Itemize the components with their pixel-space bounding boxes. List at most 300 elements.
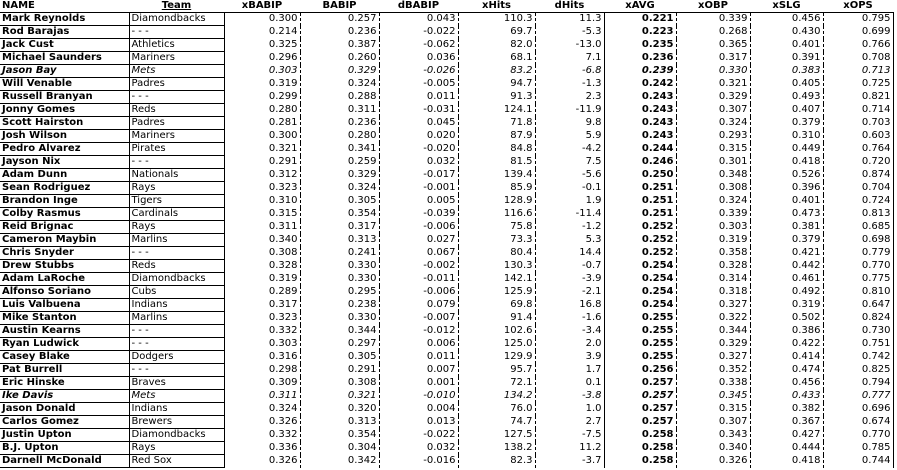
cell-xbabip[interactable]: 0.324 bbox=[224, 403, 300, 416]
cell-xhits[interactable]: 72.1 bbox=[458, 377, 535, 390]
cell-dhits[interactable]: 9.8 bbox=[535, 117, 604, 130]
cell-team[interactable]: Red Sox bbox=[129, 455, 224, 468]
cell-dbabip[interactable]: 0.020 bbox=[379, 130, 458, 143]
cell-babip[interactable]: 0.329 bbox=[300, 65, 379, 78]
cell-xhits[interactable]: 110.3 bbox=[458, 13, 535, 26]
cell-dbabip[interactable]: 0.067 bbox=[379, 247, 458, 260]
cell-babip[interactable]: 0.320 bbox=[300, 403, 379, 416]
cell-xobp[interactable]: 0.308 bbox=[676, 182, 750, 195]
cell-name[interactable]: Drew Stubbs bbox=[0, 260, 129, 273]
cell-babip[interactable]: 0.354 bbox=[300, 208, 379, 221]
cell-dhits[interactable]: -11.9 bbox=[535, 104, 604, 117]
cell-xslg[interactable]: 0.449 bbox=[750, 143, 823, 156]
cell-name[interactable]: Darnell McDonald bbox=[0, 455, 129, 468]
cell-dbabip[interactable]: 0.032 bbox=[379, 442, 458, 455]
cell-team[interactable]: Reds bbox=[129, 260, 224, 273]
cell-team[interactable]: Indians bbox=[129, 403, 224, 416]
cell-team[interactable]: Athletics bbox=[129, 39, 224, 52]
cell-xhits[interactable]: 125.9 bbox=[458, 286, 535, 299]
cell-team[interactable]: Pirates bbox=[129, 143, 224, 156]
cell-name[interactable]: Ike Davis bbox=[0, 390, 129, 403]
cell-xavg[interactable]: 0.243 bbox=[604, 91, 676, 104]
cell-name[interactable]: Chris Snyder bbox=[0, 247, 129, 260]
cell-name[interactable]: Jonny Gomes bbox=[0, 104, 129, 117]
cell-xhits[interactable]: 128.9 bbox=[458, 195, 535, 208]
cell-xbabip[interactable]: 0.332 bbox=[224, 429, 300, 442]
col-header-xhits[interactable]: xHits bbox=[458, 0, 535, 13]
cell-xbabip[interactable]: 0.319 bbox=[224, 78, 300, 91]
cell-xavg[interactable]: 0.257 bbox=[604, 403, 676, 416]
cell-xhits[interactable]: 84.8 bbox=[458, 143, 535, 156]
cell-dbabip[interactable]: -0.006 bbox=[379, 286, 458, 299]
cell-xops[interactable]: 0.821 bbox=[823, 91, 893, 104]
cell-xhits[interactable]: 68.1 bbox=[458, 52, 535, 65]
col-header-xavg[interactable]: xAVG bbox=[604, 0, 676, 13]
cell-name[interactable]: Pat Burrell bbox=[0, 364, 129, 377]
cell-team[interactable]: Mets bbox=[129, 65, 224, 78]
cell-xslg[interactable]: 0.367 bbox=[750, 416, 823, 429]
cell-xslg[interactable]: 0.456 bbox=[750, 13, 823, 26]
cell-xhits[interactable]: 127.5 bbox=[458, 429, 535, 442]
cell-babip[interactable]: 0.291 bbox=[300, 364, 379, 377]
cell-xslg[interactable]: 0.474 bbox=[750, 364, 823, 377]
cell-team[interactable]: Mariners bbox=[129, 52, 224, 65]
cell-xobp[interactable]: 0.318 bbox=[676, 286, 750, 299]
cell-xobp[interactable]: 0.339 bbox=[676, 13, 750, 26]
cell-xavg[interactable]: 0.255 bbox=[604, 351, 676, 364]
cell-xhits[interactable]: 91.3 bbox=[458, 91, 535, 104]
cell-name[interactable]: Brandon Inge bbox=[0, 195, 129, 208]
cell-team[interactable]: Rays bbox=[129, 442, 224, 455]
cell-xhits[interactable]: 138.2 bbox=[458, 442, 535, 455]
cell-dbabip[interactable]: 0.011 bbox=[379, 351, 458, 364]
col-header-dhits[interactable]: dHits bbox=[535, 0, 604, 13]
cell-xops[interactable]: 0.725 bbox=[823, 78, 893, 91]
cell-xbabip[interactable]: 0.317 bbox=[224, 299, 300, 312]
cell-dbabip[interactable]: 0.005 bbox=[379, 195, 458, 208]
cell-name[interactable]: Colby Rasmus bbox=[0, 208, 129, 221]
cell-xobp[interactable]: 0.307 bbox=[676, 416, 750, 429]
cell-dbabip[interactable]: 0.032 bbox=[379, 156, 458, 169]
cell-dhits[interactable]: 16.8 bbox=[535, 299, 604, 312]
cell-xslg[interactable]: 0.391 bbox=[750, 52, 823, 65]
cell-xops[interactable]: 0.647 bbox=[823, 299, 893, 312]
cell-xobp[interactable]: 0.329 bbox=[676, 91, 750, 104]
cell-xbabip[interactable]: 0.340 bbox=[224, 234, 300, 247]
cell-xavg[interactable]: 0.251 bbox=[604, 195, 676, 208]
cell-xavg[interactable]: 0.254 bbox=[604, 299, 676, 312]
cell-name[interactable]: Eric Hinske bbox=[0, 377, 129, 390]
cell-xavg[interactable]: 0.244 bbox=[604, 143, 676, 156]
cell-dbabip[interactable]: -0.020 bbox=[379, 143, 458, 156]
cell-xavg[interactable]: 0.255 bbox=[604, 338, 676, 351]
cell-name[interactable]: Pedro Alvarez bbox=[0, 143, 129, 156]
cell-xslg[interactable]: 0.430 bbox=[750, 26, 823, 39]
cell-dbabip[interactable]: 0.013 bbox=[379, 416, 458, 429]
cell-xbabip[interactable]: 0.214 bbox=[224, 26, 300, 39]
cell-xobp[interactable]: 0.339 bbox=[676, 208, 750, 221]
cell-xhits[interactable]: 130.3 bbox=[458, 260, 535, 273]
col-header-dbabip[interactable]: dBABIP bbox=[379, 0, 458, 13]
cell-xops[interactable]: 0.603 bbox=[823, 130, 893, 143]
cell-dhits[interactable]: 1.7 bbox=[535, 364, 604, 377]
cell-babip[interactable]: 0.280 bbox=[300, 130, 379, 143]
col-header-babip[interactable]: BABIP bbox=[300, 0, 379, 13]
cell-babip[interactable]: 0.236 bbox=[300, 117, 379, 130]
cell-xhits[interactable]: 116.6 bbox=[458, 208, 535, 221]
cell-xhits[interactable]: 81.5 bbox=[458, 156, 535, 169]
cell-dbabip[interactable]: -0.026 bbox=[379, 65, 458, 78]
cell-babip[interactable]: 0.324 bbox=[300, 78, 379, 91]
cell-babip[interactable]: 0.317 bbox=[300, 221, 379, 234]
cell-xhits[interactable]: 69.7 bbox=[458, 26, 535, 39]
col-header-xslg[interactable]: xSLG bbox=[750, 0, 823, 13]
cell-xops[interactable]: 0.779 bbox=[823, 247, 893, 260]
cell-xops[interactable]: 0.696 bbox=[823, 403, 893, 416]
cell-dhits[interactable]: -13.0 bbox=[535, 39, 604, 52]
cell-team[interactable]: - - - bbox=[129, 247, 224, 260]
cell-xbabip[interactable]: 0.296 bbox=[224, 52, 300, 65]
cell-xslg[interactable]: 0.422 bbox=[750, 338, 823, 351]
cell-xavg[interactable]: 0.242 bbox=[604, 78, 676, 91]
cell-xslg[interactable]: 0.526 bbox=[750, 169, 823, 182]
cell-name[interactable]: Carlos Gomez bbox=[0, 416, 129, 429]
cell-dbabip[interactable]: -0.022 bbox=[379, 429, 458, 442]
cell-dhits[interactable]: 7.1 bbox=[535, 52, 604, 65]
cell-xhits[interactable]: 95.7 bbox=[458, 364, 535, 377]
cell-dbabip[interactable]: -0.031 bbox=[379, 104, 458, 117]
cell-xavg[interactable]: 0.254 bbox=[604, 286, 676, 299]
cell-dhits[interactable]: -3.9 bbox=[535, 273, 604, 286]
cell-dhits[interactable]: -0.1 bbox=[535, 182, 604, 195]
cell-xops[interactable]: 0.742 bbox=[823, 351, 893, 364]
cell-xslg[interactable]: 0.492 bbox=[750, 286, 823, 299]
cell-dhits[interactable]: -7.5 bbox=[535, 429, 604, 442]
cell-dbabip[interactable]: 0.001 bbox=[379, 377, 458, 390]
cell-babip[interactable]: 0.341 bbox=[300, 143, 379, 156]
cell-babip[interactable]: 0.304 bbox=[300, 442, 379, 455]
cell-xops[interactable]: 0.775 bbox=[823, 273, 893, 286]
cell-xops[interactable]: 0.770 bbox=[823, 260, 893, 273]
cell-xhits[interactable]: 124.1 bbox=[458, 104, 535, 117]
cell-xobp[interactable]: 0.328 bbox=[676, 260, 750, 273]
cell-team[interactable]: Rays bbox=[129, 182, 224, 195]
cell-babip[interactable]: 0.324 bbox=[300, 182, 379, 195]
cell-xavg[interactable]: 0.236 bbox=[604, 52, 676, 65]
cell-team[interactable]: - - - bbox=[129, 364, 224, 377]
cell-xhits[interactable]: 83.2 bbox=[458, 65, 535, 78]
cell-xobp[interactable]: 0.319 bbox=[676, 234, 750, 247]
cell-babip[interactable]: 0.330 bbox=[300, 312, 379, 325]
cell-name[interactable]: Mark Reynolds bbox=[0, 13, 129, 26]
cell-xops[interactable]: 0.704 bbox=[823, 182, 893, 195]
cell-xavg[interactable]: 0.252 bbox=[604, 234, 676, 247]
cell-xops[interactable]: 0.770 bbox=[823, 429, 893, 442]
cell-name[interactable]: Reid Brignac bbox=[0, 221, 129, 234]
cell-xslg[interactable]: 0.433 bbox=[750, 390, 823, 403]
cell-xobp[interactable]: 0.327 bbox=[676, 351, 750, 364]
cell-xavg[interactable]: 0.255 bbox=[604, 325, 676, 338]
cell-dbabip[interactable]: -0.012 bbox=[379, 325, 458, 338]
cell-team[interactable]: - - - bbox=[129, 156, 224, 169]
cell-babip[interactable]: 0.305 bbox=[300, 351, 379, 364]
cell-team[interactable]: Tigers bbox=[129, 195, 224, 208]
cell-xavg[interactable]: 0.258 bbox=[604, 429, 676, 442]
cell-xavg[interactable]: 0.258 bbox=[604, 455, 676, 468]
cell-xslg[interactable]: 0.442 bbox=[750, 260, 823, 273]
cell-dbabip[interactable]: -0.062 bbox=[379, 39, 458, 52]
cell-xobp[interactable]: 0.352 bbox=[676, 364, 750, 377]
cell-xslg[interactable]: 0.407 bbox=[750, 104, 823, 117]
cell-name[interactable]: Sean Rodriguez bbox=[0, 182, 129, 195]
cell-xops[interactable]: 0.794 bbox=[823, 377, 893, 390]
cell-xbabip[interactable]: 0.299 bbox=[224, 91, 300, 104]
cell-dhits[interactable]: 7.5 bbox=[535, 156, 604, 169]
cell-xavg[interactable]: 0.221 bbox=[604, 13, 676, 26]
cell-name[interactable]: Jason Donald bbox=[0, 403, 129, 416]
cell-name[interactable]: Michael Saunders bbox=[0, 52, 129, 65]
cell-xslg[interactable]: 0.414 bbox=[750, 351, 823, 364]
cell-xhits[interactable]: 102.6 bbox=[458, 325, 535, 338]
cell-dbabip[interactable]: -0.016 bbox=[379, 455, 458, 468]
cell-dhits[interactable]: 5.3 bbox=[535, 234, 604, 247]
cell-team[interactable]: Nationals bbox=[129, 169, 224, 182]
cell-xhits[interactable]: 76.0 bbox=[458, 403, 535, 416]
cell-babip[interactable]: 0.354 bbox=[300, 429, 379, 442]
cell-xslg[interactable]: 0.386 bbox=[750, 325, 823, 338]
cell-team[interactable]: Brewers bbox=[129, 416, 224, 429]
cell-xbabip[interactable]: 0.303 bbox=[224, 338, 300, 351]
cell-babip[interactable]: 0.311 bbox=[300, 104, 379, 117]
cell-team[interactable]: Diamondbacks bbox=[129, 429, 224, 442]
cell-xops[interactable]: 0.825 bbox=[823, 364, 893, 377]
cell-xobp[interactable]: 0.307 bbox=[676, 104, 750, 117]
cell-dhits[interactable]: -5.6 bbox=[535, 169, 604, 182]
cell-xbabip[interactable]: 0.300 bbox=[224, 130, 300, 143]
cell-xbabip[interactable]: 0.323 bbox=[224, 182, 300, 195]
cell-babip[interactable]: 0.238 bbox=[300, 299, 379, 312]
cell-babip[interactable]: 0.259 bbox=[300, 156, 379, 169]
cell-xslg[interactable]: 0.383 bbox=[750, 65, 823, 78]
cell-dbabip[interactable]: 0.006 bbox=[379, 338, 458, 351]
cell-dbabip[interactable]: 0.007 bbox=[379, 364, 458, 377]
cell-xobp[interactable]: 0.322 bbox=[676, 312, 750, 325]
cell-team[interactable]: Reds bbox=[129, 104, 224, 117]
cell-xobp[interactable]: 0.315 bbox=[676, 403, 750, 416]
cell-xavg[interactable]: 0.252 bbox=[604, 221, 676, 234]
cell-xhits[interactable]: 82.3 bbox=[458, 455, 535, 468]
cell-team[interactable]: Cubs bbox=[129, 286, 224, 299]
cell-name[interactable]: Rod Barajas bbox=[0, 26, 129, 39]
cell-babip[interactable]: 0.313 bbox=[300, 234, 379, 247]
cell-xops[interactable]: 0.724 bbox=[823, 195, 893, 208]
cell-xops[interactable]: 0.810 bbox=[823, 286, 893, 299]
cell-xbabip[interactable]: 0.311 bbox=[224, 390, 300, 403]
cell-babip[interactable]: 0.297 bbox=[300, 338, 379, 351]
cell-dhits[interactable]: 1.9 bbox=[535, 195, 604, 208]
cell-name[interactable]: Jack Cust bbox=[0, 39, 129, 52]
cell-name[interactable]: Adam LaRoche bbox=[0, 273, 129, 286]
cell-xobp[interactable]: 0.293 bbox=[676, 130, 750, 143]
cell-babip[interactable]: 0.330 bbox=[300, 273, 379, 286]
cell-xobp[interactable]: 0.268 bbox=[676, 26, 750, 39]
col-header-xbabip[interactable]: xBABIP bbox=[224, 0, 300, 13]
cell-dbabip[interactable]: 0.004 bbox=[379, 403, 458, 416]
cell-babip[interactable]: 0.257 bbox=[300, 13, 379, 26]
cell-dbabip[interactable]: -0.002 bbox=[379, 260, 458, 273]
cell-xbabip[interactable]: 0.315 bbox=[224, 208, 300, 221]
cell-xops[interactable]: 0.824 bbox=[823, 312, 893, 325]
cell-xbabip[interactable]: 0.321 bbox=[224, 143, 300, 156]
cell-xops[interactable]: 0.698 bbox=[823, 234, 893, 247]
cell-name[interactable]: Mike Stanton bbox=[0, 312, 129, 325]
cell-dhits[interactable]: -4.2 bbox=[535, 143, 604, 156]
cell-xavg[interactable]: 0.255 bbox=[604, 312, 676, 325]
cell-xslg[interactable]: 0.396 bbox=[750, 182, 823, 195]
cell-babip[interactable]: 0.288 bbox=[300, 91, 379, 104]
cell-xops[interactable]: 0.708 bbox=[823, 52, 893, 65]
cell-xbabip[interactable]: 0.298 bbox=[224, 364, 300, 377]
cell-xslg[interactable]: 0.382 bbox=[750, 403, 823, 416]
cell-babip[interactable]: 0.342 bbox=[300, 455, 379, 468]
cell-xops[interactable]: 0.685 bbox=[823, 221, 893, 234]
cell-xavg[interactable]: 0.257 bbox=[604, 390, 676, 403]
cell-xops[interactable]: 0.764 bbox=[823, 143, 893, 156]
cell-xbabip[interactable]: 0.300 bbox=[224, 13, 300, 26]
col-header-team[interactable]: Team bbox=[129, 0, 224, 13]
cell-team[interactable]: Diamondbacks bbox=[129, 13, 224, 26]
cell-team[interactable]: - - - bbox=[129, 325, 224, 338]
cell-xavg[interactable]: 0.256 bbox=[604, 364, 676, 377]
cell-name[interactable]: Will Venable bbox=[0, 78, 129, 91]
cell-xhits[interactable]: 85.9 bbox=[458, 182, 535, 195]
cell-xobp[interactable]: 0.315 bbox=[676, 143, 750, 156]
cell-xobp[interactable]: 0.317 bbox=[676, 52, 750, 65]
cell-team[interactable]: Mets bbox=[129, 390, 224, 403]
cell-name[interactable]: Scott Hairston bbox=[0, 117, 129, 130]
cell-dbabip[interactable]: -0.005 bbox=[379, 78, 458, 91]
cell-dbabip[interactable]: -0.001 bbox=[379, 182, 458, 195]
cell-xhits[interactable]: 125.0 bbox=[458, 338, 535, 351]
cell-team[interactable]: - - - bbox=[129, 91, 224, 104]
cell-xhits[interactable]: 69.8 bbox=[458, 299, 535, 312]
cell-babip[interactable]: 0.295 bbox=[300, 286, 379, 299]
cell-xops[interactable]: 0.751 bbox=[823, 338, 893, 351]
cell-dhits[interactable]: -3.8 bbox=[535, 390, 604, 403]
cell-dhits[interactable]: 11.3 bbox=[535, 13, 604, 26]
cell-xops[interactable]: 0.813 bbox=[823, 208, 893, 221]
cell-xslg[interactable]: 0.493 bbox=[750, 91, 823, 104]
cell-dhits[interactable]: 14.4 bbox=[535, 247, 604, 260]
cell-team[interactable]: Braves bbox=[129, 377, 224, 390]
cell-xslg[interactable]: 0.310 bbox=[750, 130, 823, 143]
cell-xavg[interactable]: 0.243 bbox=[604, 104, 676, 117]
cell-team[interactable]: - - - bbox=[129, 338, 224, 351]
cell-xavg[interactable]: 0.243 bbox=[604, 117, 676, 130]
cell-xbabip[interactable]: 0.336 bbox=[224, 442, 300, 455]
cell-name[interactable]: Luis Valbuena bbox=[0, 299, 129, 312]
cell-name[interactable]: Jayson Nix bbox=[0, 156, 129, 169]
cell-xhits[interactable]: 73.3 bbox=[458, 234, 535, 247]
cell-xhits[interactable]: 142.1 bbox=[458, 273, 535, 286]
cell-xhits[interactable]: 71.8 bbox=[458, 117, 535, 130]
cell-dhits[interactable]: -3.7 bbox=[535, 455, 604, 468]
cell-xavg[interactable]: 0.254 bbox=[604, 260, 676, 273]
cell-xavg[interactable]: 0.235 bbox=[604, 39, 676, 52]
col-header-name[interactable]: NAME bbox=[0, 0, 129, 13]
cell-name[interactable]: Ryan Ludwick bbox=[0, 338, 129, 351]
cell-team[interactable]: Mariners bbox=[129, 130, 224, 143]
cell-xobp[interactable]: 0.344 bbox=[676, 325, 750, 338]
cell-team[interactable]: Cardinals bbox=[129, 208, 224, 221]
cell-xobp[interactable]: 0.330 bbox=[676, 65, 750, 78]
cell-xslg[interactable]: 0.456 bbox=[750, 377, 823, 390]
cell-xbabip[interactable]: 0.326 bbox=[224, 455, 300, 468]
cell-xavg[interactable]: 0.251 bbox=[604, 208, 676, 221]
cell-xobp[interactable]: 0.358 bbox=[676, 247, 750, 260]
cell-xobp[interactable]: 0.338 bbox=[676, 377, 750, 390]
cell-dhits[interactable]: 11.2 bbox=[535, 442, 604, 455]
col-header-xops[interactable]: xOPS bbox=[823, 0, 893, 13]
cell-xavg[interactable]: 0.257 bbox=[604, 416, 676, 429]
cell-xbabip[interactable]: 0.281 bbox=[224, 117, 300, 130]
cell-xbabip[interactable]: 0.316 bbox=[224, 351, 300, 364]
cell-xobp[interactable]: 0.343 bbox=[676, 429, 750, 442]
cell-dhits[interactable]: -6.8 bbox=[535, 65, 604, 78]
cell-xslg[interactable]: 0.418 bbox=[750, 156, 823, 169]
cell-xops[interactable]: 0.785 bbox=[823, 442, 893, 455]
cell-xobp[interactable]: 0.321 bbox=[676, 78, 750, 91]
cell-xslg[interactable]: 0.379 bbox=[750, 234, 823, 247]
cell-xbabip[interactable]: 0.310 bbox=[224, 195, 300, 208]
cell-dhits[interactable]: 2.0 bbox=[535, 338, 604, 351]
cell-name[interactable]: Josh Wilson bbox=[0, 130, 129, 143]
cell-xops[interactable]: 0.699 bbox=[823, 26, 893, 39]
cell-dbabip[interactable]: -0.007 bbox=[379, 312, 458, 325]
cell-xbabip[interactable]: 0.308 bbox=[224, 247, 300, 260]
cell-xops[interactable]: 0.674 bbox=[823, 416, 893, 429]
cell-dhits[interactable]: -2.1 bbox=[535, 286, 604, 299]
cell-xobp[interactable]: 0.365 bbox=[676, 39, 750, 52]
cell-babip[interactable]: 0.344 bbox=[300, 325, 379, 338]
cell-xhits[interactable]: 129.9 bbox=[458, 351, 535, 364]
cell-dbabip[interactable]: 0.043 bbox=[379, 13, 458, 26]
cell-xops[interactable]: 0.777 bbox=[823, 390, 893, 403]
cell-xobp[interactable]: 0.348 bbox=[676, 169, 750, 182]
cell-babip[interactable]: 0.308 bbox=[300, 377, 379, 390]
cell-dhits[interactable]: -3.4 bbox=[535, 325, 604, 338]
cell-dbabip[interactable]: 0.036 bbox=[379, 52, 458, 65]
cell-dhits[interactable]: 0.1 bbox=[535, 377, 604, 390]
cell-xobp[interactable]: 0.324 bbox=[676, 195, 750, 208]
cell-xhits[interactable]: 87.9 bbox=[458, 130, 535, 143]
cell-xops[interactable]: 0.795 bbox=[823, 13, 893, 26]
cell-xobp[interactable]: 0.345 bbox=[676, 390, 750, 403]
cell-xhits[interactable]: 74.7 bbox=[458, 416, 535, 429]
cell-xavg[interactable]: 0.258 bbox=[604, 442, 676, 455]
cell-xobp[interactable]: 0.340 bbox=[676, 442, 750, 455]
cell-dbabip[interactable]: 0.027 bbox=[379, 234, 458, 247]
cell-dhits[interactable]: -0.7 bbox=[535, 260, 604, 273]
cell-xslg[interactable]: 0.427 bbox=[750, 429, 823, 442]
col-header-xobp[interactable]: xOBP bbox=[676, 0, 750, 13]
cell-babip[interactable]: 0.236 bbox=[300, 26, 379, 39]
cell-dbabip[interactable]: 0.079 bbox=[379, 299, 458, 312]
cell-dbabip[interactable]: -0.011 bbox=[379, 273, 458, 286]
cell-xbabip[interactable]: 0.332 bbox=[224, 325, 300, 338]
cell-xhits[interactable]: 75.8 bbox=[458, 221, 535, 234]
cell-xhits[interactable]: 80.4 bbox=[458, 247, 535, 260]
